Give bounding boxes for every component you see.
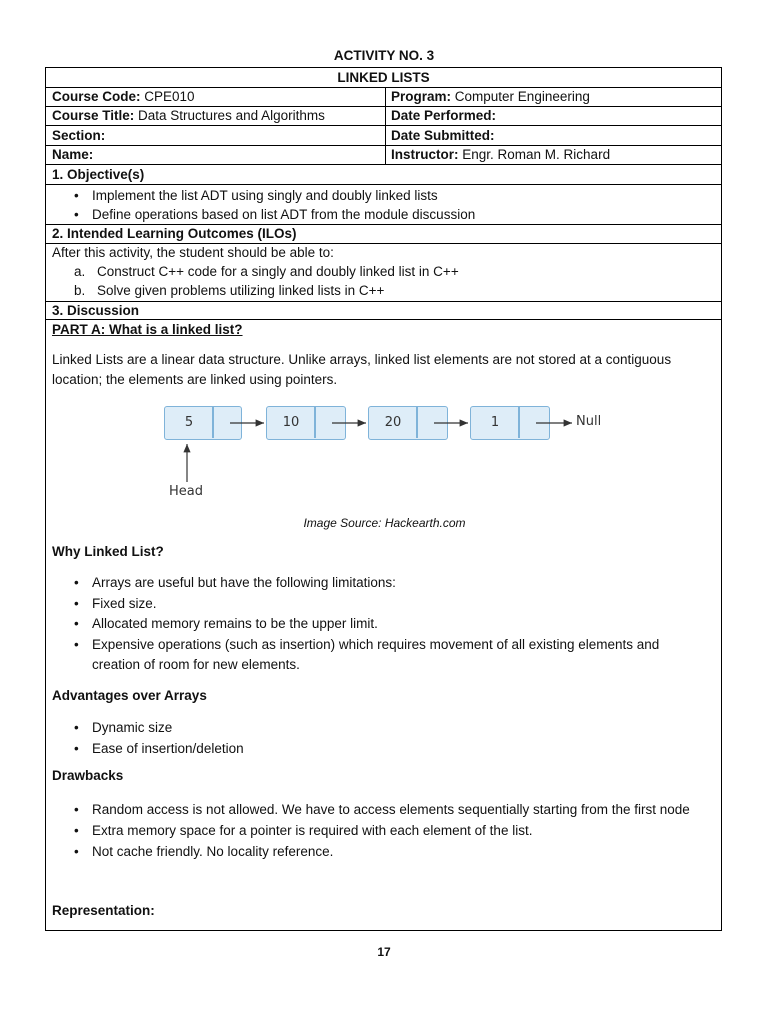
list-item: • Expensive operations (such as insertion) which requires movement of all existing elements and	[46, 635, 659, 656]
info-row-section	[46, 126, 721, 146]
image-caption: Image Source: Hackearth.com	[303, 516, 466, 530]
list-item-continuation: creation of room for new elements.	[92, 657, 300, 672]
ilos-heading: 2. Intended Learning Outcomes (ILOs)	[52, 226, 297, 241]
list-item: • Arrays are useful but have the following limitations:	[46, 573, 659, 594]
diagram-arrows	[164, 406, 614, 506]
activity-sheet	[45, 67, 722, 931]
ilo-item-a: a.	[74, 264, 86, 279]
list-item: • Not cache friendly. No locality reference.	[46, 841, 690, 862]
list-node: 1	[470, 406, 550, 440]
part-a-heading: PART A: What is a linked list?	[52, 322, 243, 337]
linked-list-definition: Linked Lists are a linear data structure. Unlike arrays, linked list elements are not stored at a contiguous location; the elements are linked using pointers.	[52, 352, 672, 387]
discussion-heading-row	[46, 302, 721, 320]
section-label: Section:	[52, 128, 106, 143]
drawbacks-heading: Drawbacks	[52, 768, 124, 783]
objectives-heading-row	[46, 165, 721, 185]
date-submitted-label: Date Submitted:	[391, 128, 495, 143]
program-label: Program:	[391, 89, 452, 104]
date-performed-label: Date Performed:	[391, 108, 497, 123]
info-row-course-title	[46, 107, 721, 126]
instructor-label: Instructor:	[391, 147, 459, 162]
discussion-heading: 3. Discussion	[52, 303, 140, 318]
name-label: Name:	[52, 147, 94, 162]
list-item: Solve given problems utilizing linked lists in C++	[97, 283, 385, 298]
program-value: Computer Engineering	[454, 89, 590, 104]
advantages-heading: Advantages over Arrays	[52, 688, 207, 703]
list-node: 20	[368, 406, 448, 440]
head-label: Head	[169, 484, 203, 499]
course-title-value: Data Structures and Algorithms	[138, 108, 325, 123]
list-item: • Implement the list ADT using singly and doubly linked lists	[46, 186, 475, 205]
representation-heading: Representation:	[52, 903, 155, 918]
list-item: • Random access is not allowed. We have to access elements sequentially starting from the first node	[46, 799, 690, 820]
objectives-list	[46, 186, 475, 224]
list-item: Construct C++ code for a singly and doubly linked list in C++	[97, 264, 459, 279]
advantages-list	[46, 717, 244, 759]
list-item: • Extra memory space for a pointer is required with each element of the list.	[46, 820, 690, 841]
why-heading: Why Linked List?	[52, 544, 164, 559]
title-row	[46, 68, 721, 88]
instructor-value: Engr. Roman M. Richard	[462, 147, 611, 162]
ilo-item-b: b.	[74, 283, 86, 298]
activity-title: ACTIVITY NO. 3	[333, 48, 435, 63]
list-node: 10	[266, 406, 346, 440]
sheet-title: LINKED LISTS	[337, 70, 430, 85]
info-row-course-code	[46, 88, 721, 107]
course-code-value: CPE010	[144, 89, 195, 104]
list-item: • Define operations based on list ADT from the module discussion	[46, 205, 475, 224]
page-number: 17	[377, 945, 391, 959]
null-label: Null	[576, 414, 602, 429]
objectives-heading: 1. Objective(s)	[52, 167, 145, 182]
why-list	[46, 573, 659, 676]
list-node: 5	[164, 406, 242, 440]
linked-list-diagram	[164, 406, 614, 506]
course-code-label: Course Code:	[52, 89, 141, 104]
course-title-label: Course Title:	[52, 108, 135, 123]
list-item: • Allocated memory remains to be the upper limit.	[46, 614, 659, 635]
list-item: • Ease of insertion/deletion	[46, 738, 244, 759]
objectives-list-row	[46, 185, 721, 225]
ilos-body-row	[46, 244, 721, 302]
info-row-name	[46, 146, 721, 165]
ilos-intro: After this activity, the student should be able to:	[52, 245, 334, 260]
list-item: • Fixed size.	[46, 594, 659, 615]
ilos-heading-row	[46, 225, 721, 244]
list-item: • Dynamic size	[46, 717, 244, 738]
drawbacks-list	[46, 799, 690, 862]
